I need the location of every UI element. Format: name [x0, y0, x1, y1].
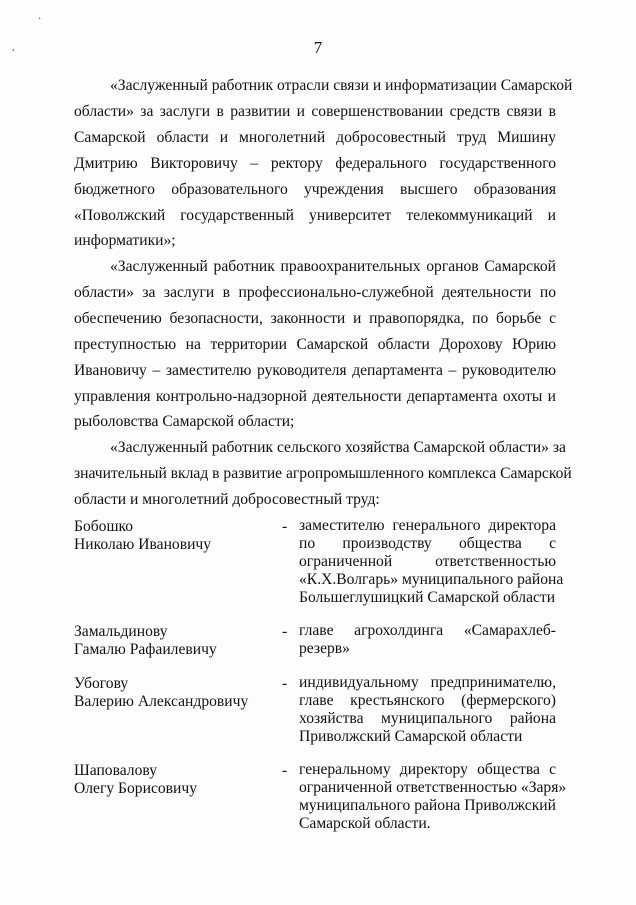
- awardee-position-line: ограниченной ответственностью: [299, 553, 556, 570]
- text-line: области и многолетний добросовестный труд:: [74, 491, 380, 508]
- scan-mark: ·: [38, 14, 42, 25]
- awardee-position-line: «К.Х.Волгарь» муниципального района: [299, 571, 564, 588]
- awardee-position-line: индивидуальному предпринимателю,: [299, 674, 556, 691]
- awardee-position-line: хозяйства муниципального района: [299, 710, 556, 727]
- awardee-given-name: Николаю Ивановичу: [74, 536, 212, 553]
- text-line: области» за заслуги в развитии и совершенствовании средств связи в: [74, 103, 556, 120]
- awardee-surname: Бобошко: [74, 518, 134, 535]
- text-line: информатики»;: [74, 232, 176, 249]
- awardee-position-line: главе крестьянского (фермерского): [299, 692, 556, 709]
- text-line: рыболовства Самарской области;: [74, 413, 295, 430]
- awardee-surname: Убогову: [74, 675, 129, 692]
- awardee-position-line: по производству общества с: [299, 535, 556, 552]
- entry-dash: -: [282, 623, 288, 640]
- text-line: обеспечению безопасности, законности и правопорядка, по борьбе с: [74, 310, 556, 327]
- text-line: бюджетного образовательного учреждения высшего образования: [74, 181, 556, 198]
- text-line: области» за заслуги в профессионально-служебной деятельности по: [74, 284, 556, 301]
- page-number: 7: [313, 38, 323, 57]
- awardee-given-name: Валерию Александровичу: [74, 693, 249, 710]
- awardee-position-line: ограниченной ответственностью «Заря»: [299, 779, 567, 796]
- awardee-position-line: муниципального района Приволжский: [299, 797, 556, 814]
- awardee-position-line: заместителю генерального директора: [299, 517, 556, 534]
- entry-dash: -: [282, 762, 288, 779]
- text-line: Ивановичу – заместителю руководителя департамента – руководителю: [74, 362, 556, 379]
- awardee-surname: Шаповалову: [74, 762, 158, 779]
- text-line: «Поволжский государственный университет телекоммуникаций и: [74, 207, 556, 224]
- entry-dash: -: [282, 675, 288, 692]
- text-line: значительный вклад в развитие агропромышленного комплекса Самарской: [74, 465, 572, 482]
- awardee-position-line: главе агрохолдинга «Самарахлеб-: [299, 622, 556, 639]
- scan-mark: ,: [12, 42, 15, 53]
- text-line: «Заслуженный работник сельского хозяйства Самарской области» за: [110, 439, 566, 456]
- awardee-position-line: Большеглушицкий Самарской области: [299, 589, 556, 606]
- text-line: «Заслуженный работник правоохранительных органов Самарской: [110, 258, 556, 275]
- text-line: управления контрольно-надзорной деятельности департамента охоты и: [74, 388, 556, 405]
- text-line: Дмитрию Викторовичу – ректору федерального государственного: [74, 155, 556, 172]
- awardee-position-line: резерв»: [299, 640, 350, 657]
- text-line: Самарской области и многолетний добросовестный труд Мишину: [74, 129, 556, 146]
- awardee-position-line: Самарской области.: [299, 815, 431, 832]
- entry-dash: -: [282, 518, 288, 535]
- awardee-position-line: Приволжский Самарской области: [299, 728, 523, 745]
- text-line: «Заслуженный работник отрасли связи и информатизации Самарской: [110, 77, 573, 94]
- awardee-given-name: Олегу Борисовичу: [74, 780, 198, 797]
- awardee-given-name: Гамалю Рафаилевичу: [74, 641, 217, 658]
- awardee-surname: Замальдинову: [74, 623, 168, 640]
- text-line: преступностью на территории Самарской области Дорохову Юрию: [74, 336, 556, 353]
- awardee-position-line: генеральному директору общества с: [299, 761, 556, 778]
